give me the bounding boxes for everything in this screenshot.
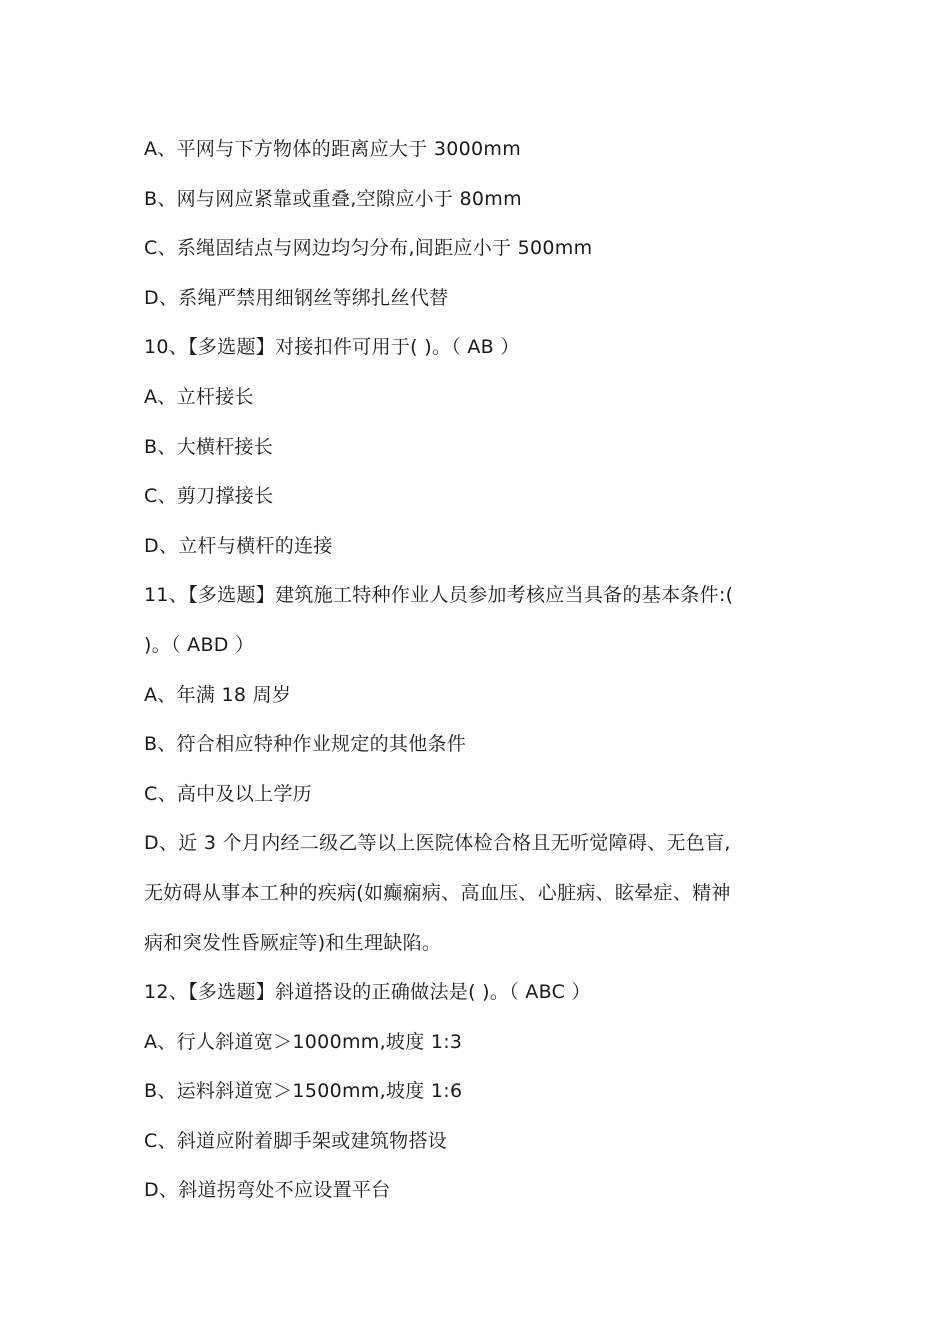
q10-option-c: C、剪刀撑接长 [144,485,274,508]
q11-option-d-line-2: 无妨碍从事本工种的疾病(如癫痫病、高血压、心脏病、眩晕症、精神 [144,881,731,904]
q10-question: 10、【多选题】对接扣件可用于( )。（ AB ） [144,336,520,359]
q9-option-b: B、网与网应紧靠或重叠,空隙应小于 80mm [144,187,522,210]
q9-option-d: D、系绳严禁用细钢丝等绑扎丝代替 [144,286,449,309]
q12-option-a: A、行人斜道宽＞1000mm,坡度 1:3 [144,1030,463,1053]
document-page [144,125,824,1216]
q11-question-line-1: 11、【多选题】建筑施工特种作业人员参加考核应当具备的基本条件:( [144,584,734,607]
q12-option-b: B、运料斜道宽＞1500mm,坡度 1:6 [144,1080,463,1103]
q12-option-d: D、斜道拐弯处不应设置平台 [144,1179,391,1202]
q11-option-a: A、年满 18 周岁 [144,683,292,706]
q10-option-a: A、立杆接长 [144,385,254,408]
q11-option-b: B、符合相应特种作业规定的其他条件 [144,733,467,756]
q11-option-c: C、高中及以上学历 [144,782,312,805]
q11-option-d-line-3: 病和突发性昏厥症等)和生理缺陷。 [144,931,442,954]
q11-question-line-2: )。（ ABD ） [144,633,255,656]
q11-option-d-line-1: D、近 3 个月内经二级乙等以上医院体检合格且无听觉障碍、无色盲, [144,832,731,855]
q9-option-a: A、平网与下方物体的距离应大于 3000mm [144,138,522,160]
q9-option-c: C、系绳固结点与网边均匀分布,间距应小于 500mm [144,237,593,260]
q12-question: 12、【多选题】斜道搭设的正确做法是( )。（ ABC ） [144,981,591,1004]
q10-option-b: B、大横杆接长 [144,435,274,458]
q10-option-d: D、立杆与横杆的连接 [144,534,333,557]
q12-option-c: C、斜道应附着脚手架或建筑物搭设 [144,1129,448,1152]
